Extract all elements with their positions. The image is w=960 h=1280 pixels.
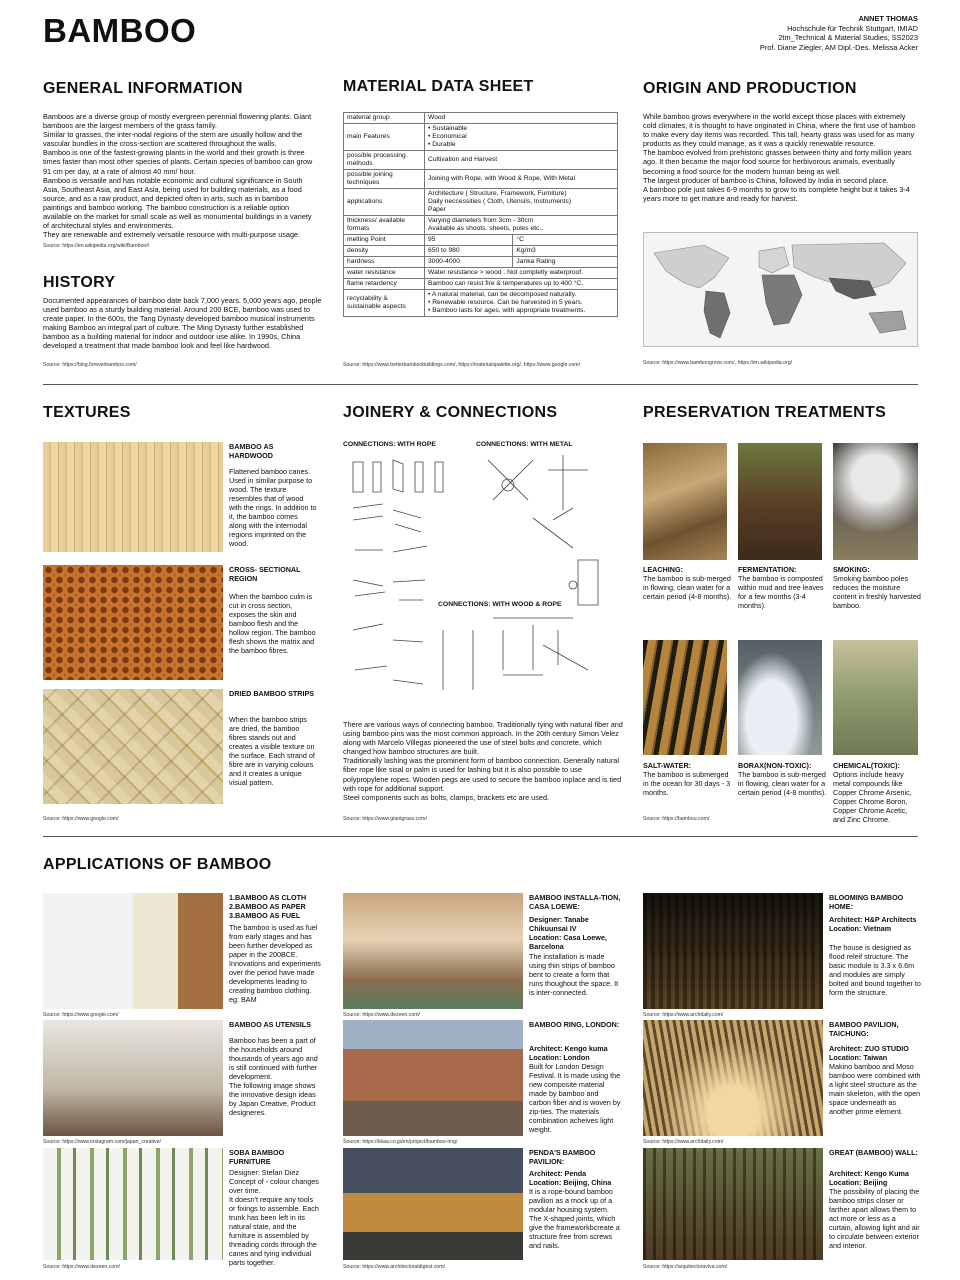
datasheet-key: thickness/ available formats	[344, 216, 425, 235]
world-map-icon	[644, 233, 918, 347]
datasheet-value: • A natural material, can be decomposed naturally. • Renewable resource. Can be harvested in 5 years. • Bamboo lasts for ages, with appropriate treatments.	[425, 290, 618, 317]
borax-caption	[738, 761, 830, 797]
blooming-home-image	[643, 893, 823, 1009]
datasheet-key: flame retardency	[344, 279, 425, 290]
salt-water-body: The bamboo is submerged in the ocean for 30 days - 3 months.	[643, 770, 731, 797]
chemical-title: CHEMICAL(TOXIC):	[833, 761, 900, 770]
joinery-label-wood: CONNECTIONS: WITH WOOD & ROPE	[438, 601, 562, 608]
utensils-image	[43, 1020, 223, 1136]
taichung-meta: Architect: ZUO STUDIO Location: Taiwan	[829, 1044, 909, 1062]
divider-2	[43, 836, 918, 837]
chemical-image	[833, 640, 918, 755]
soba-source: Source: https://www.dezeen.com/	[43, 1264, 120, 1270]
fermentation-body: The bamboo is composted within mud and tree leaves for a few months (3-4 months).	[738, 574, 824, 610]
datasheet-row	[344, 257, 618, 268]
joinery-label-metal: CONNECTIONS: WITH METAL	[476, 441, 573, 448]
datasheet-heading: MATERIAL DATA SHEET	[343, 78, 534, 95]
datasheet-key: melting Point	[344, 235, 425, 246]
great-wall-title: GREAT (BAMBOO) WALL:	[829, 1148, 918, 1157]
blooming-body: The house is designed as flood releif structure. The basic module is 3.3 x 6.6m and modules are simply bolted and bound together to form the structure.	[829, 943, 921, 997]
casa-loewe-title: BAMBOO INSTALLA-TION, CASA LOEWE:	[529, 893, 621, 911]
datasheet-row	[344, 290, 618, 317]
penda-meta: Architect: Penda Location: Beijing, China	[529, 1169, 612, 1187]
bamboo-ring-body: Built for London Design Festival. It is made using the new composite material made by bamboo and carbon fiber and is woven by zip-ties. The materials combination acheives light weight.	[529, 1062, 621, 1134]
smoking-caption	[833, 565, 921, 610]
fermentation-image	[738, 443, 822, 560]
datasheet-row	[344, 216, 618, 235]
texture-strips-body: When the bamboo strips are dried, the bamboo fibres stands out and creates a visible texture on the surface. Each strand of fibre are in varying colours and it creates a unique visual pattern.	[229, 715, 315, 787]
chemical-body: Options include heavy metal compounds like Copper Chrome Arsenic, Copper Chrome Boron, Copper Chrome Acetic, and Zinc Chrome.	[833, 770, 912, 824]
datasheet-key: possible processing methods	[344, 151, 425, 170]
borax-image	[738, 640, 822, 755]
datasheet-row	[344, 124, 618, 151]
datasheet-unit: °C	[513, 235, 618, 246]
origin-heading: ORIGIN AND PRODUCTION	[643, 80, 857, 97]
datasheet-row	[344, 189, 618, 216]
soba-furniture-image	[43, 1148, 223, 1260]
penda-source: Source: https://www.architecturaldigest.com/	[343, 1264, 446, 1270]
cloth-source: Source: https://www.google.com/	[43, 1012, 119, 1018]
blooming-meta: Architect: H&P Architects Location: Vietnam	[829, 915, 917, 933]
great-wall-source: Source: https://arquitecturaviva.com/	[643, 1264, 728, 1270]
material-data-table	[343, 112, 618, 317]
history-source: Source: https://blog.foreverbamboo.com/	[43, 362, 137, 368]
texture-hardwood-title: BAMBOO AS HARDWOOD	[229, 442, 274, 460]
leaching-image	[643, 443, 727, 560]
penda-pavilion-image	[343, 1148, 523, 1260]
datasheet-value: Water resistance > wood . Not completly waterproof.	[425, 268, 618, 279]
taichung-body: Makino bamboo and Moso bamboo were combined with a light steel structure as the main skeleton, with the open space underneath as another prime element.	[829, 1062, 921, 1116]
salt-water-image	[643, 640, 727, 755]
datasheet-source: Source: https://www.betterbamboobuildings.com/, https://materialspalette.org/, https://www.google.com/	[343, 362, 581, 368]
general-heading: GENERAL INFORMATION	[43, 80, 243, 97]
applications-heading: APPLICATIONS OF BAMBOO	[43, 856, 272, 873]
bamboo-ring-source: Source: https://kkaa.co.jp/en/project/bamboo-ring/	[343, 1139, 458, 1145]
great-wall-body: The possibility of placing the bamboo strips closer or farther apart allows them to act more or less as a curtain, allowing light and air to circulate between exterior and interior.	[829, 1187, 920, 1250]
smoking-image	[833, 443, 918, 560]
joinery-heading: JOINERY & CONNECTIONS	[343, 404, 558, 421]
datasheet-value: Joining with Rope, with Wood & Rope, With Metal	[425, 170, 618, 189]
fermentation-caption	[738, 565, 830, 610]
datasheet-value: 3000-4000	[425, 257, 513, 268]
casa-loewe-body: The installation is made using thin strips of bamboo bent to create a form that runs thoughout the space. It is inter-connected.	[529, 952, 619, 997]
blooming-source: Source: https://www.archdaily.com/	[643, 1012, 724, 1018]
joinery-body: There are various ways of connecting bamboo. Traditionally tying with natural fiber and using bamboo pins was the most common approach. In the 20th century Simon Velez along with Marcelo Villegas pioneered the use of steel bolts and concrete, which changed how bamboo structures are built. Traditionally lashing was the prominent form of bamboo connection. Generally natural fiber rope like sisal or palm is used for lashing but it is also possible to use polypropylene ropes. Wooden pegs are used to secure the bamboo inplace and is tied with rope for additional support. Steel components such as bolts, clamps, brackets etc are used.	[343, 720, 623, 802]
author-block	[760, 14, 918, 52]
penda-title: PENDA'S BAMBOO PAVILION:	[529, 1148, 596, 1166]
datasheet-unit: Janka Rating	[513, 257, 618, 268]
texture-cross-section-title: CROSS- SECTIONAL REGION	[229, 565, 301, 583]
texture-cross-section-body: When the bamboo culm is cut in cross section, exposes the skin and bamboo flesh and the hollow region. The bamboo flesh shows the matrix and the bamboo fibres.	[229, 592, 316, 655]
textures-heading: TEXTURES	[43, 404, 131, 421]
professors: Prof. Diane Ziegler, AM Dipl.-Des. Melissa Acker	[759, 42, 918, 52]
bamboo-ring-image	[343, 1020, 523, 1136]
datasheet-row	[344, 246, 618, 257]
datasheet-row	[344, 151, 618, 170]
blooming-title: BLOOMING BAMBOO HOME:	[829, 893, 904, 911]
salt-water-caption	[643, 761, 735, 797]
fermentation-title: FERMENTATION:	[738, 565, 797, 574]
textures-source: Source: https://www.google.com/	[43, 816, 119, 822]
smoking-body: Smoking bamboo poles reduces the moisture content in freshly harvested bamboo.	[833, 574, 921, 610]
datasheet-row	[344, 235, 618, 246]
cloth-paper-fuel-image	[43, 893, 223, 1009]
datasheet-row	[344, 268, 618, 279]
divider-1	[43, 384, 918, 385]
joinery-label-rope: CONNECTIONS: WITH ROPE	[343, 441, 436, 448]
great-wall-image	[643, 1148, 823, 1260]
leaching-body: The bamboo is sub-merged in flowing, clean water for a certain period (4-8 months).	[643, 574, 732, 601]
datasheet-key: hardness	[344, 257, 425, 268]
course: 2tm_Technical & Material Studies, SS2023	[778, 33, 918, 43]
texture-cross-section-image	[43, 565, 223, 680]
history-heading: HISTORY	[43, 274, 116, 291]
texture-strips-title: DRIED BAMBOO STRIPS	[229, 689, 315, 698]
history-body: Documented appearances of bamboo date back 7,000 years. 5,000 years ago, people used bamboo as a sturdy building material. Around 200 BCE, bamboo was used to create paper. In the 600s, the Tang Dynasty developed bamboo musical instruments making Bamboo an integral part of culture. The Ming Dynasty further established bamboo as a building material for indoor and outdoor use alike. In 1990s, China developed a treatment that made bamboo look and feel like hardwood.	[43, 296, 322, 351]
penda-body: It is a rope-bound bamboo pavilion as a mock up of a modular housing system. The X-shaped joints, which give the frameworkbcreate a structure free from screws and nails.	[529, 1187, 620, 1250]
leaching-title: LEACHING:	[643, 565, 683, 574]
utensils-title: BAMBOO AS UTENSILS	[229, 1020, 311, 1029]
author-name: ANNET THOMAS	[858, 14, 918, 23]
datasheet-key: water resistance	[344, 268, 425, 279]
leaching-caption	[643, 565, 735, 601]
texture-hardwood-image	[43, 442, 223, 552]
datasheet-value: 650 to 980	[425, 246, 513, 257]
datasheet-row	[344, 113, 618, 124]
borax-body: The bamboo is sub-merged in flowing, clean water for a certain period (4-8 months).	[738, 770, 827, 797]
origin-source: Source: https://www.bamboogrove.com/, https://en.wikipedia.org/	[643, 360, 793, 366]
bamboo-ring-title: BAMBOO RING, LONDON:	[529, 1020, 620, 1029]
joinery-source: Source: https://www.giantgrass.com/	[343, 816, 427, 822]
datasheet-value: 95	[425, 235, 513, 246]
datasheet-value: Wood	[425, 113, 618, 124]
casa-loewe-source: Source: https://www.dezeen.com/	[343, 1012, 420, 1018]
datasheet-key: density	[344, 246, 425, 257]
joinery-sketch-icon	[343, 440, 618, 712]
datasheet-key: applications	[344, 189, 425, 216]
general-body: Bamboos are a diverse group of mostly evergreen perennial flowering plants. Giant bamboos are the largest members of the grass family. Similar to grasses, the inter-nodal regions of the stem are usually hollow and the vascular bundles in the cross-section are scattered throughout the walls. Bamboo is one of the fastest-growing plants in the world and their growth is three times faster than most other species of plants. Certain species of bamboo can grow 91 cm per day, at a rate of almost 40 mm/ hour. Bamboo is versatile and has notable economic and cultural significance in South Asia, Southeast Asia, and East Asia, being used for building materials, as a food source, and as a raw product, and depicted often in arts, such as in bamboo paintings and bamboo working. The bamboo construction is a reliable option available on the market for small scale as well as monumental buildings in a variety of architectural styles and environments. They are renewable and extremely versatile resource with multi-purpose usage.	[43, 112, 313, 240]
origin-body: While bamboo grows everywhere in the world except those places with extremely cold climates, it is thought to have originated in China, where the first use of bamboo to make every day items was recorded. This tall, hearty grass was used for as many products as they could manage, as it was a quickly renewable resource. The bamboo evolved from prehistoric grasses between thirty and forty million years ago. It then became the major food source for herbivorous animals, eventually becoming a food source for the modern human being as well. The largest producer of bamboo is China, followed by India in second place. A bamboo pole just takes 6-9 months to grow to its complete height but it takes 3-4 years more to get mature and ready for harvest.	[643, 112, 916, 203]
cloth-paper-fuel-body: The bamboo is used as fuel from early stages and has been further developed as paper in the 200BCE. Innovations and experiments over the period have made developments leading to creating bamboo clothing. eg: BAM	[229, 923, 321, 1004]
texture-strips-image	[43, 689, 223, 804]
casa-loewe-meta: Designer: Tanabe Chikuunsai IV Location: Casa Loewe, Barcelona	[529, 915, 607, 951]
institution: Hochschule für Technik Stuttgart, IMIAD	[787, 23, 918, 33]
texture-hardwood-body: Flattened bamboo canes. Used in similar purpose to wood. The texture resembles that of wood with the rings. In addition to it, the bamboo comes along with the internodal regions imprinted on the wood.	[229, 467, 317, 548]
soba-body: Designer: Stefan Diez Concept of - colour changes over time. It doesn't require any tools or fixings to assemble. Each trunk has been left in its natural state, and the furniture is assembled by threading cords through the canes and tying individual parts together.	[229, 1168, 319, 1267]
taichung-source: Source: https://www.archdaily.com/	[643, 1139, 724, 1145]
preservation-heading: PRESERVATION TREATMENTS	[643, 404, 887, 421]
joinery-sketch-image	[343, 440, 618, 712]
bamboo-ring-meta: Architect: Kengo kuma Location: London	[529, 1044, 608, 1062]
datasheet-value: Cultivation and Harvest	[425, 151, 618, 170]
taichung-title: BAMBOO PAVILION, TAICHUNG:	[829, 1020, 899, 1038]
datasheet-key: main Features	[344, 124, 425, 151]
taichung-pavilion-image	[643, 1020, 823, 1136]
datasheet-unit: Kg/m3	[513, 246, 618, 257]
datasheet-row	[344, 279, 618, 290]
datasheet-table-wrap	[343, 112, 618, 317]
chemical-caption	[833, 761, 921, 824]
cloth-paper-fuel-title: 1.BAMBOO AS CLOTH 2.BAMBOO AS PAPER 3.BAMBOO AS FUEL	[229, 893, 307, 920]
datasheet-key: recyclability & sustainable aspects	[344, 290, 425, 317]
datasheet-key: possible joining techniques	[344, 170, 425, 189]
preservation-source: Source: https://bambou.com/	[643, 816, 710, 822]
page-title: BAMBOO	[43, 12, 197, 49]
soba-title: SOBA BAMBOO FURNITURE	[229, 1148, 285, 1166]
great-wall-meta: Architect: Kengo Kuma Location: Beijing	[829, 1169, 909, 1187]
datasheet-key: material group	[344, 113, 425, 124]
datasheet-row	[344, 170, 618, 189]
datasheet-value: Bamboo can resist fire & temperatures up to 400 °C.	[425, 279, 618, 290]
borax-title: BORAX(NON-TOXIC):	[738, 761, 812, 770]
general-source: Source: https://en.wikipedia.org/wiki/Bamboo#	[43, 243, 150, 249]
world-map-image	[643, 232, 918, 347]
datasheet-value: Architecture ( Structure, Framework, Furniture) Daily neccessities ( Cloth, Utensils, Instruments) Paper	[425, 189, 618, 216]
datasheet-value: Varying diameters from 3cm - 30cm Available as shoots. sheets, poles etc..	[425, 216, 618, 235]
smoking-title: SMOKING:	[833, 565, 870, 574]
datasheet-value: • Sustainable • Economical • Durable	[425, 124, 618, 151]
utensils-source: Source: https://www.instagram.com/japan_creative/	[43, 1139, 161, 1145]
utensils-body: Bamboo has been a part of the households around thousands of years ago and is still continued with further development. The following image shows the innovative design ideas by Japan Creative, Product designeres.	[229, 1036, 318, 1117]
salt-water-title: SALT-WATER:	[643, 761, 692, 770]
casa-loewe-image	[343, 893, 523, 1009]
